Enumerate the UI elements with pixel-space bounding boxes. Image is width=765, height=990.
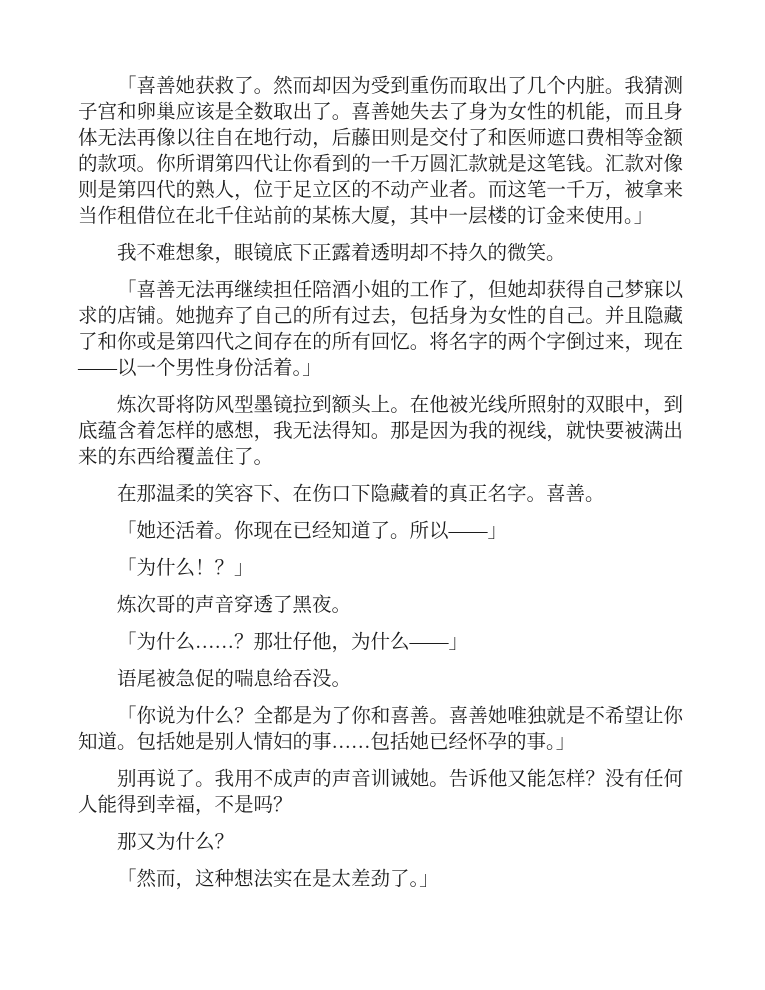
paragraph: 「她还活着。你现在已经知道了。所以——」: [117, 521, 508, 542]
paragraph: 「喜善她获救了。然而却因为受到重伤而取出了几个内脏。我猜测子宫和卵巢应该是全数取出了。喜善她失去了身为女性的机能，而且身体无法再像以往自在地行动，后藤田则是交付了和医师遮口费相等金额的款项。你所谓第四代让你看到的一千万圆汇款就是这笔钱。汇款对像则是第四代的熟人，位于足立区的不动产业者。而这笔一千万，被拿来当作租借位在北千住站前的某栋大厦，其中一层楼的订金来使用。」: [78, 76, 683, 227]
paragraph: 在那温柔的笑容下、在伤口下隐藏着的真正名字。喜善。: [117, 484, 605, 505]
paragraph: 炼次哥的声音穿透了黑夜。: [117, 595, 352, 616]
paragraph: 「然而，这种想法实在是太差劲了。」: [117, 869, 439, 890]
paragraph: 「你说为什么？全都是为了你和喜善。喜善她唯独就是不希望让你知道。包括她是别人情妇的事……包括她已经怀孕的事。」: [78, 706, 683, 753]
paragraph: 炼次哥将防风型墨镜拉到额头上。在他被光线所照射的双眼中，到底蕴含着怎样的感想，我无法得知。那是因为我的视线，就快要被满出来的东西给覆盖住了。: [78, 395, 683, 468]
paragraph: 别再说了。我用不成声的声音训诫她。告诉他又能怎样？没有任何人能得到幸福，不是吗？: [78, 769, 683, 816]
paragraph: 「喜善无法再继续担任陪酒小姐的工作了，但她却获得自己梦寐以求的店铺。她抛弃了自己的所有过去，包括身为女性的自己。并且隐藏了和你或是第四代之间存在的所有回忆。将名字的两个字倒过来，现在——以一个男性身份活着。」: [78, 280, 683, 379]
paragraph: 语尾被急促的喘息给吞没。: [117, 669, 352, 690]
paragraph: 「为什么……？那壮仔他，为什么——」: [117, 632, 469, 653]
paragraph: 我不难想象，眼镜底下正露着透明却不持久的微笑。: [117, 243, 566, 264]
paragraph: 那又为什么？: [117, 832, 235, 853]
paragraph: 「为什么！？」: [117, 558, 254, 579]
text-block: [78, 74, 683, 893]
